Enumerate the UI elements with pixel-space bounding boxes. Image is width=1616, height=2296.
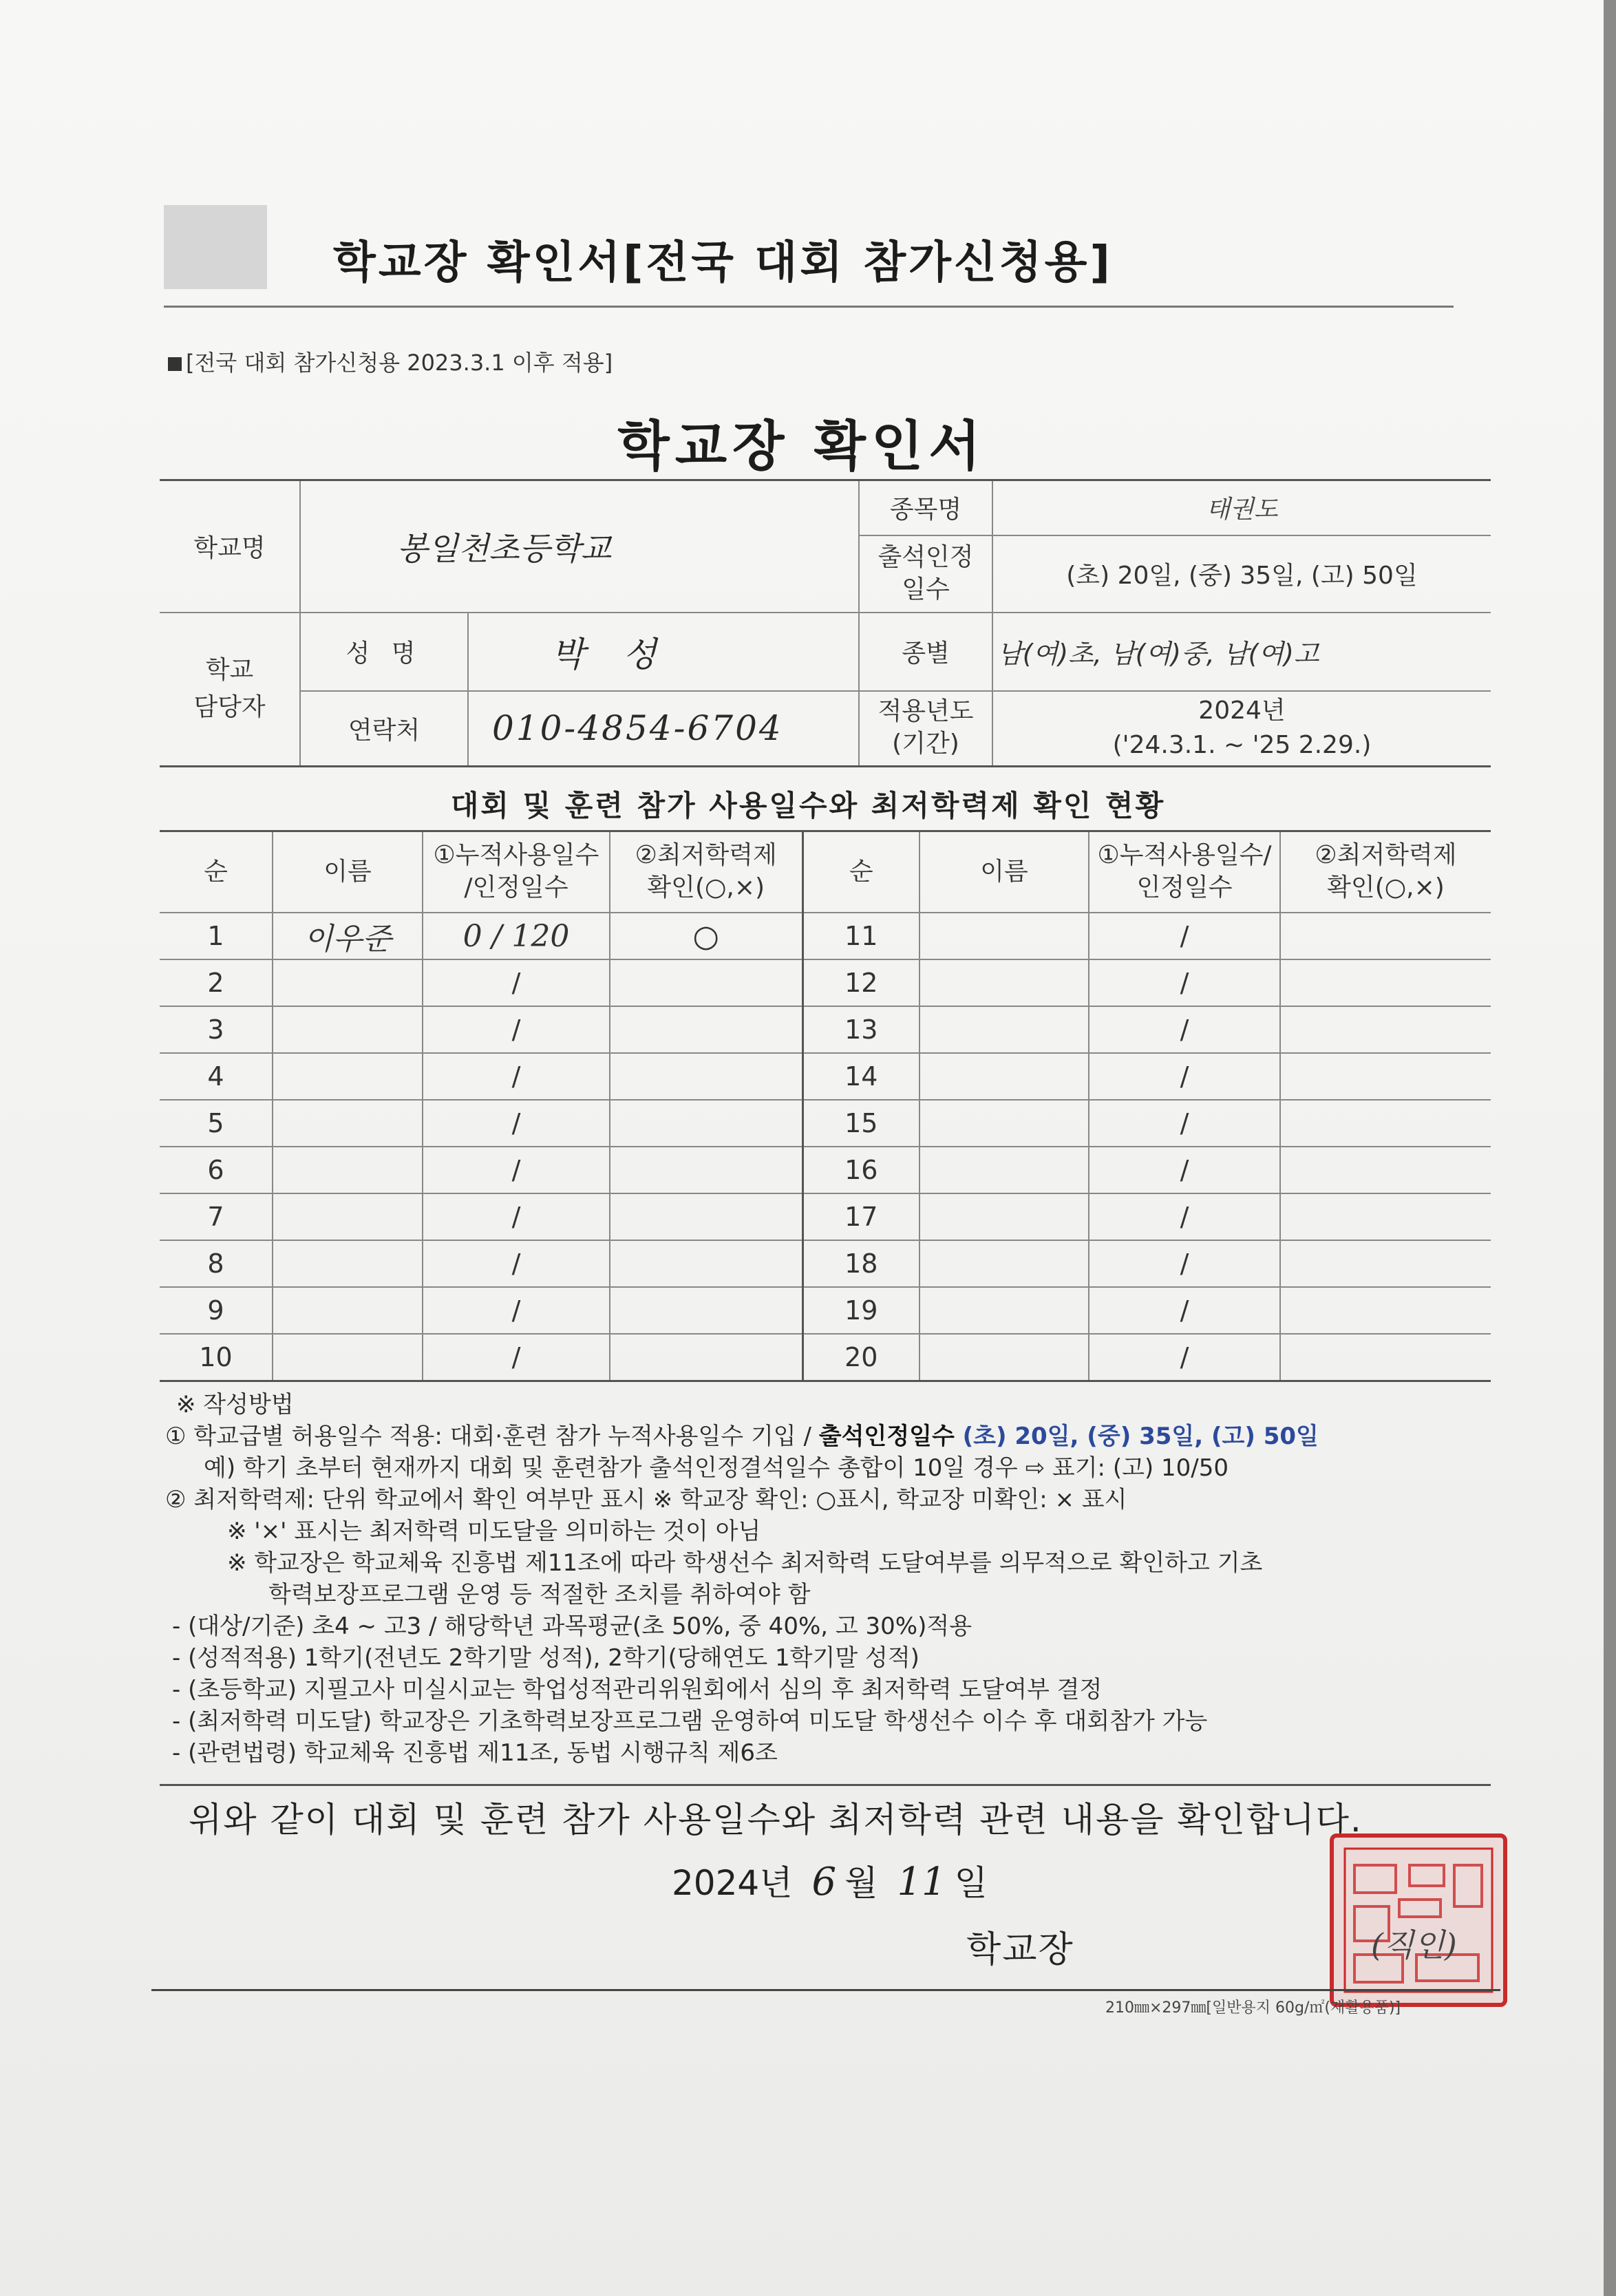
row-days[interactable]: / [423, 1053, 610, 1100]
row-days[interactable]: / [423, 1100, 610, 1147]
row-num: 9 [160, 1287, 273, 1334]
instruction-line-9: - (초등학교) 지필고사 미실시교는 학업성적관리위원회에서 심의 후 최저학력 도달여부 결정 [172, 1676, 1103, 1703]
instruction-line-5: ※ 학교장은 학교체육 진흥법 제11조에 따라 학생선수 최저학력 도달여부를 의무적으로 확인하고 기초 [227, 1549, 1263, 1577]
row-days[interactable]: 0 / 120 [423, 913, 610, 959]
row-num: 8 [160, 1240, 273, 1287]
school-value-cell[interactable] [300, 480, 859, 613]
footer-divider [151, 1989, 1500, 1991]
date-month-label: 월 [844, 1863, 878, 1903]
row-name[interactable] [273, 959, 423, 1006]
instruction-line-2: 예) 학기 초부터 현재까지 대회 및 훈련참가 출석인정결석일수 총합이 10일 경우 ⇨ 표기: (고) 10/50 [204, 1454, 1229, 1482]
row-check[interactable] [610, 1240, 802, 1287]
row-name-right[interactable] [919, 1287, 1089, 1334]
instruction-1-bold: 출석인정일수 [818, 1423, 963, 1450]
school-name: 봉일천초등학교 [397, 529, 612, 567]
instructions-title: ※ 작성방법 [176, 1391, 294, 1418]
row-days-right[interactable]: / [1089, 913, 1280, 959]
sport-label: 종목명 [859, 480, 992, 535]
contact-label-line1: 학교 [205, 656, 254, 685]
year-value [992, 691, 1491, 767]
row-days-right[interactable]: / [1089, 1053, 1280, 1100]
table-row [160, 1006, 1491, 1053]
row-check[interactable] [610, 1006, 802, 1053]
row-name[interactable] [273, 1053, 423, 1100]
col-days-line2: /인정일수 [464, 873, 568, 902]
document-header-title: 학교장 확인서[전국 대회 참가신청용] [333, 237, 1113, 288]
table-row [160, 1287, 1491, 1334]
row-name[interactable] [273, 1240, 423, 1287]
col-days [423, 831, 610, 913]
row-check[interactable] [610, 1334, 802, 1381]
row-check[interactable] [610, 1053, 802, 1100]
row-days[interactable]: / [423, 1193, 610, 1240]
col-days-right-line1: ①누적사용일수/ [1097, 841, 1272, 870]
row-check[interactable] [610, 1287, 802, 1334]
category-value[interactable]: 남(여)초, 남(여)중, 남(여)고 [992, 613, 1491, 691]
row-days[interactable]: / [423, 1006, 610, 1053]
row-check-right[interactable] [1280, 959, 1491, 1006]
paper-size-note: 210㎜×297㎜[일반용지 60g/㎡(재활용품)] [1105, 1999, 1401, 2017]
row-num: 4 [160, 1053, 273, 1100]
row-num-right: 14 [802, 1053, 919, 1100]
col-check-right-line2: 확인(○,×) [1327, 873, 1445, 902]
row-num-right: 20 [802, 1334, 919, 1381]
row-name[interactable] [273, 1287, 423, 1334]
row-name[interactable] [273, 1193, 423, 1240]
attendance-label-line2: 일수 [902, 575, 950, 604]
phone-value-cell[interactable] [468, 691, 859, 767]
row-days-right[interactable]: / [1089, 959, 1280, 1006]
year-label-line1: 적용년도 [878, 697, 974, 726]
table-row [160, 1334, 1491, 1381]
instruction-line-7: - (대상/기준) 초4 ~ 고3 / 해당학년 과목평균(초 50%, 중 40%, 고 30%)적용 [172, 1613, 972, 1640]
table-row [160, 1100, 1491, 1147]
year-label-line2: (기간) [892, 730, 959, 758]
category-label: 종별 [859, 613, 992, 691]
seal-label: (직인) [1371, 1926, 1457, 1964]
form-version-text: [전국 대회 참가신청용 2023.3.1 이후 적용] [186, 350, 613, 376]
year-label [859, 691, 992, 767]
col-days-right-line2: 인정일수 [1136, 873, 1233, 902]
instruction-line-6: 학력보장프로그램 운영 등 적절한 조치를 취하여야 함 [268, 1581, 811, 1608]
col-check-line2: 확인(○,×) [647, 873, 765, 902]
row-days-right[interactable]: / [1089, 1287, 1280, 1334]
info-table [160, 479, 1491, 767]
date-year: 2024년 [672, 1863, 793, 1903]
row-name-right[interactable] [919, 1100, 1089, 1147]
row-check[interactable] [610, 959, 802, 1006]
row-days[interactable]: / [423, 1287, 610, 1334]
row-name[interactable] [273, 1006, 423, 1053]
instruction-line-10: - (최저학력 미도달) 학교장은 기초학력보장프로그램 운영하여 미도달 학생선수 이수 후 대회참가 가능 [172, 1708, 1208, 1735]
row-days-right[interactable]: / [1089, 1100, 1280, 1147]
col-days-right [1089, 831, 1280, 913]
col-name: 이름 [273, 831, 423, 913]
form-title: 학교장 확인서 [617, 416, 986, 478]
table-row [160, 913, 1491, 959]
name-value-cell[interactable] [468, 613, 859, 691]
row-name-right[interactable] [919, 1240, 1089, 1287]
principal-label: 학교장 [966, 1929, 1074, 1970]
record-header-row [160, 831, 1491, 913]
col-check-line1: ②최저학력제 [635, 841, 777, 870]
row-name-right[interactable] [919, 1147, 1089, 1193]
row-name[interactable] [273, 1100, 423, 1147]
row-check-right[interactable] [1280, 913, 1491, 959]
row-num: 2 [160, 959, 273, 1006]
table-row [160, 1193, 1491, 1240]
row-num-right: 12 [802, 959, 919, 1006]
row-num: 10 [160, 1334, 273, 1381]
instruction-line-1 [165, 1421, 1500, 1452]
row-name[interactable] [273, 1334, 423, 1381]
col-check-right [1280, 831, 1491, 913]
row-num-right: 15 [802, 1100, 919, 1147]
date-day-label: 일 [954, 1863, 988, 1903]
col-num-right: 순 [802, 831, 919, 913]
row-num-right: 17 [802, 1193, 919, 1240]
square-bullet-icon [168, 357, 182, 371]
row-num: 6 [160, 1147, 273, 1193]
sport-value[interactable]: 태권도 [992, 480, 1491, 535]
table-row [160, 959, 1491, 1006]
instruction-line-4: ※ '×' 표시는 최저학력 미도달을 의미하는 것이 아님 [227, 1518, 761, 1545]
col-check-right-line1: ②최저학력제 [1315, 841, 1457, 870]
row-name-right[interactable] [919, 1053, 1089, 1100]
instructions-divider [160, 1784, 1491, 1786]
row-check[interactable] [610, 1147, 802, 1193]
confirmation-statement: 위와 같이 대회 및 훈련 참가 사용일수와 최저학력 관련 내용을 확인합니다. [189, 1800, 1363, 1840]
contact-name: 박 성 [551, 634, 670, 674]
row-name-right[interactable] [919, 959, 1089, 1006]
row-check-right[interactable] [1280, 1193, 1491, 1240]
instruction-line-11: - (관련법령) 학교체육 진흥법 제11조, 동법 시행규칙 제6조 [172, 1739, 778, 1767]
row-name-right[interactable] [919, 913, 1089, 959]
row-name-right[interactable] [919, 1006, 1089, 1053]
name-label: 성 명 [300, 613, 468, 691]
row-name[interactable]: 이우준 [273, 913, 423, 959]
row-check-right[interactable] [1280, 1053, 1491, 1100]
row-days-right[interactable]: / [1089, 1006, 1280, 1053]
row-days-right[interactable]: / [1089, 1193, 1280, 1240]
instruction-line-3: ② 최저학력제: 단위 학교에서 확인 여부만 표시 ※ 학교장 확인: ○표시, 학교장 미확인: × 표시 [165, 1486, 1127, 1513]
signing-date [672, 1856, 988, 1905]
attendance-label-line1: 출석인정 [878, 542, 974, 571]
col-num: 순 [160, 831, 273, 913]
row-days[interactable]: / [423, 1334, 610, 1381]
date-day[interactable]: 11 [897, 1860, 946, 1904]
instruction-1-days: (초) 20일, (중) 35일, (고) 50일 [962, 1423, 1319, 1450]
table-row [160, 1053, 1491, 1100]
row-check[interactable] [610, 1193, 802, 1240]
attendance-value: (초) 20일, (중) 35일, (고) 50일 [992, 535, 1491, 613]
row-num-right: 18 [802, 1240, 919, 1287]
instruction-line-8: - (성적적용) 1학기(전년도 2학기말 성적), 2학기(당해연도 1학기말 성적) [172, 1644, 919, 1672]
row-check[interactable]: ○ [610, 913, 802, 959]
row-days-right[interactable]: / [1089, 1334, 1280, 1381]
row-num-right: 13 [802, 1006, 919, 1053]
row-num-right: 11 [802, 913, 919, 959]
col-check [610, 831, 802, 913]
contact-label-line2: 담당자 [193, 693, 266, 722]
form-version-note [168, 346, 613, 377]
contact-phone: 010-4854-6704 [492, 708, 783, 749]
header-decoration [164, 205, 267, 289]
row-num: 3 [160, 1006, 273, 1053]
row-num-right: 19 [802, 1287, 919, 1334]
row-days-right[interactable]: / [1089, 1240, 1280, 1287]
row-name-right[interactable] [919, 1334, 1089, 1381]
row-days[interactable]: / [423, 1147, 610, 1193]
row-check-right[interactable] [1280, 1100, 1491, 1147]
school-label: 학교명 [160, 480, 300, 613]
col-days-line1: ①누적사용일수 [433, 841, 599, 870]
record-section-title: 대회 및 훈련 참가 사용일수와 최저학력제 확인 현황 [450, 789, 1166, 822]
instruction-1-text: ① 학교급별 허용일수 적용: 대회·훈련 참가 누적사용일수 기입 / [165, 1423, 819, 1450]
year-value-line2: ('24.3.1. ~ '25 2.29.) [1112, 731, 1372, 760]
row-check-right[interactable] [1280, 1287, 1491, 1334]
row-check[interactable] [610, 1100, 802, 1147]
header-divider [164, 306, 1454, 308]
row-check-right[interactable] [1280, 1006, 1491, 1053]
row-check-right[interactable] [1280, 1147, 1491, 1193]
row-name[interactable] [273, 1147, 423, 1193]
row-days-right[interactable]: / [1089, 1147, 1280, 1193]
row-check-right[interactable] [1280, 1334, 1491, 1381]
row-name-right[interactable] [919, 1193, 1089, 1240]
row-num: 1 [160, 913, 273, 959]
row-num-right: 16 [802, 1147, 919, 1193]
row-days[interactable]: / [423, 959, 610, 1006]
row-num: 5 [160, 1100, 273, 1147]
record-table [160, 830, 1491, 1382]
instructions [165, 1389, 1500, 1769]
year-value-line1: 2024년 [1198, 696, 1286, 725]
row-num: 7 [160, 1193, 273, 1240]
row-check-right[interactable] [1280, 1240, 1491, 1287]
phone-label: 연락처 [300, 691, 468, 767]
table-row [160, 1240, 1491, 1287]
contact-label [160, 613, 300, 767]
col-name-right: 이름 [919, 831, 1089, 913]
table-row [160, 1147, 1491, 1193]
date-month[interactable]: 6 [811, 1860, 837, 1904]
row-days[interactable]: / [423, 1240, 610, 1287]
attendance-label [859, 535, 992, 613]
